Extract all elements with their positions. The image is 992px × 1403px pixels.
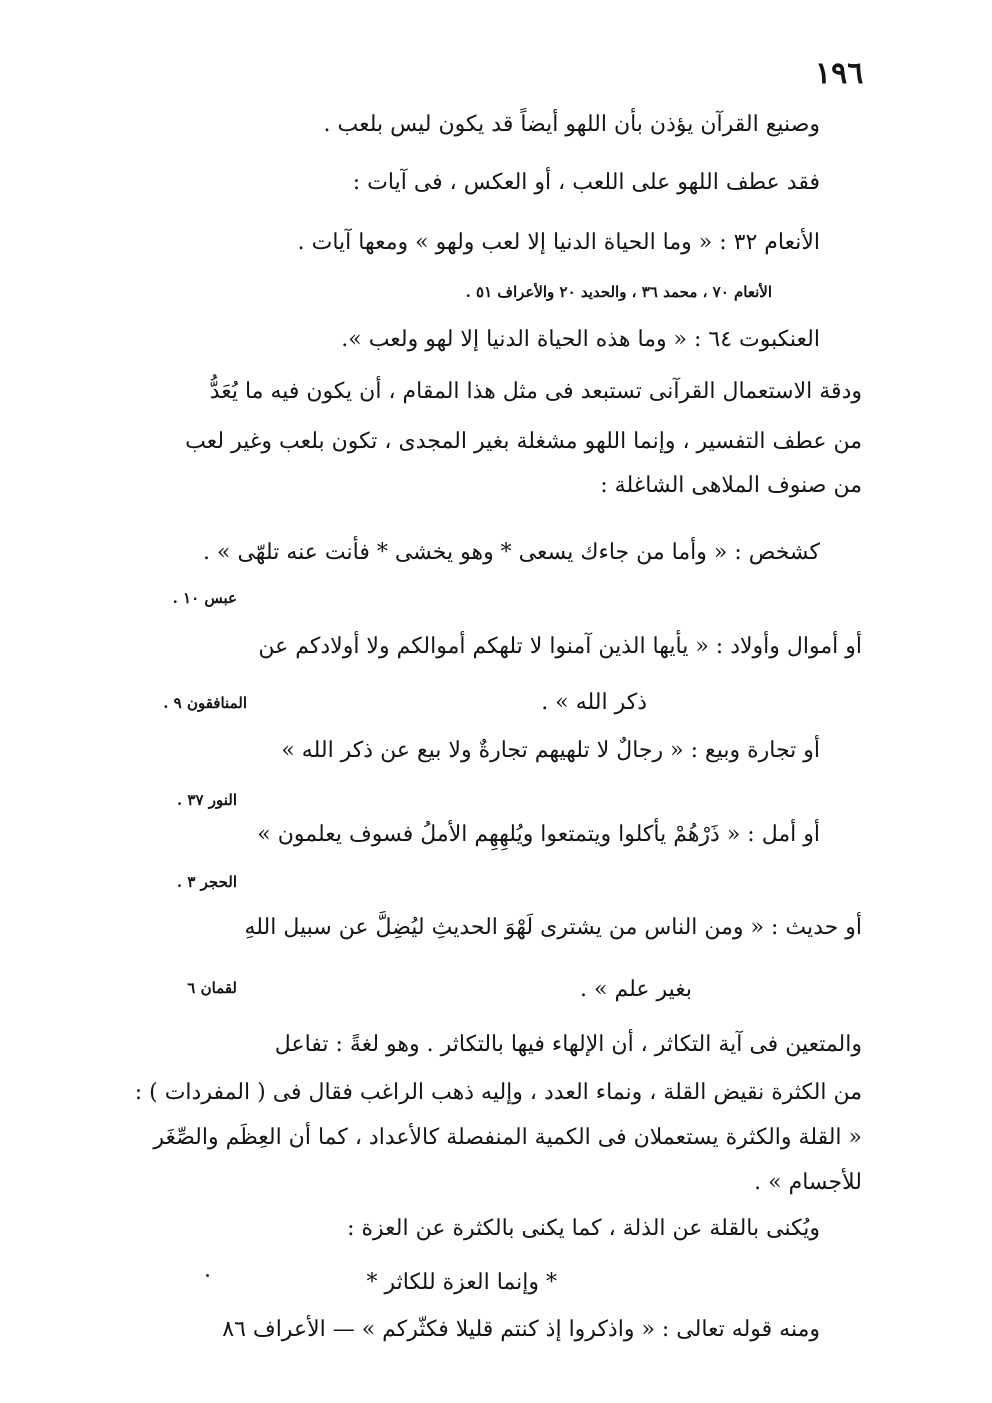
reference-note: النور ٣٧ .	[176, 791, 237, 809]
text-line: العنكبوت ٦٤ : « وما هذه الحياة الدنيا إلا لهو ولعب ».	[341, 327, 820, 352]
text-line: فقد عطف اللهو على اللعب ، أو العكس ، فى آيات :	[352, 170, 820, 195]
text-line: والمتعين فى آية التكاثر ، أن الإلهاء فيها بالتكاثر . وهو لغةً : تفاعل	[274, 1032, 862, 1057]
speck	[206, 1274, 209, 1277]
text-line: « القلة والكثرة يستعملان فى الكمية المنفصلة كالأعداد ، كما أن العِظَم والصِّغَر	[153, 1125, 862, 1150]
page-number: ١٩٦	[815, 56, 864, 91]
text-line: ذكر الله » .	[541, 690, 647, 715]
text-line: أو أموال وأولاد : « يأيها الذين آمنوا لا تلهكم أموالكم ولا أولادكم عن	[258, 634, 862, 659]
reference-note: الأنعام ٧٠ ، محمد ٣٦ ، والحديد ٢٠ والأعراف ٥١ .	[465, 283, 772, 301]
text-line: للأجسام » .	[754, 1170, 862, 1195]
text-line: ويُكنى بالقلة عن الذلة ، كما يكنى بالكثرة عن العزة :	[347, 1216, 820, 1241]
text-line: * وإنما العزة للكاثر *	[366, 1270, 557, 1295]
text-line: وصنيع القرآن يؤذن بأن اللهو أيضاً قد يكون ليس بلعب .	[323, 112, 820, 137]
text-line: بغير علم » .	[580, 977, 692, 1002]
reference-note: الحجر ٣ .	[176, 873, 237, 891]
reference-note: عبس ١٠ .	[172, 589, 237, 607]
text-line: ومنه قوله تعالى : « واذكروا إذ كنتم قليلا فكثّركم » — الأعراف ٨٦	[222, 1317, 820, 1342]
reference-note: المنافقون ٩ .	[163, 694, 247, 712]
text-line: من صنوف الملاهى الشاغلة :	[600, 473, 862, 498]
text-line: كشخص : « وأما من جاءك يسعى * وهو يخشى * فأنت عنه تلهّى » .	[203, 540, 820, 565]
text-line: أو تجارة وبيع : « رجالٌ لا تلهيهم تجارةٌ ولا بيع عن ذكر الله »	[281, 738, 820, 763]
text-line: ودقة الاستعمال القرآنى تستبعد فى مثل هذا المقام ، أن يكون فيه ما يُعَدُّ	[209, 379, 862, 404]
text-line: الأنعام ٣٢ : « وما الحياة الدنيا إلا لعب ولهو » ومعها آيات .	[297, 230, 820, 255]
text-line: من الكثرة نقيض القلة ، ونماء العدد ، وإليه ذهب الراغب فقال فى ( المفردات ) :	[134, 1080, 862, 1105]
text-line: أو حديث : « ومن الناس من يشترى لَهْوَ الحديثِ ليُضِلَّ عن سبيل اللهِ	[244, 915, 862, 940]
reference-note: لقمان ٦	[187, 979, 237, 997]
text-line: من عطف التفسير ، وإنما اللهو مشغلة بغير المجدى ، تكون بلعب وغير لعب	[185, 429, 862, 454]
text-line: أو أمل : « ذَرْهُمْ يأكلوا ويتمتعوا ويُلهِهِم الأملُ فسوف يعلمون »	[257, 822, 820, 847]
